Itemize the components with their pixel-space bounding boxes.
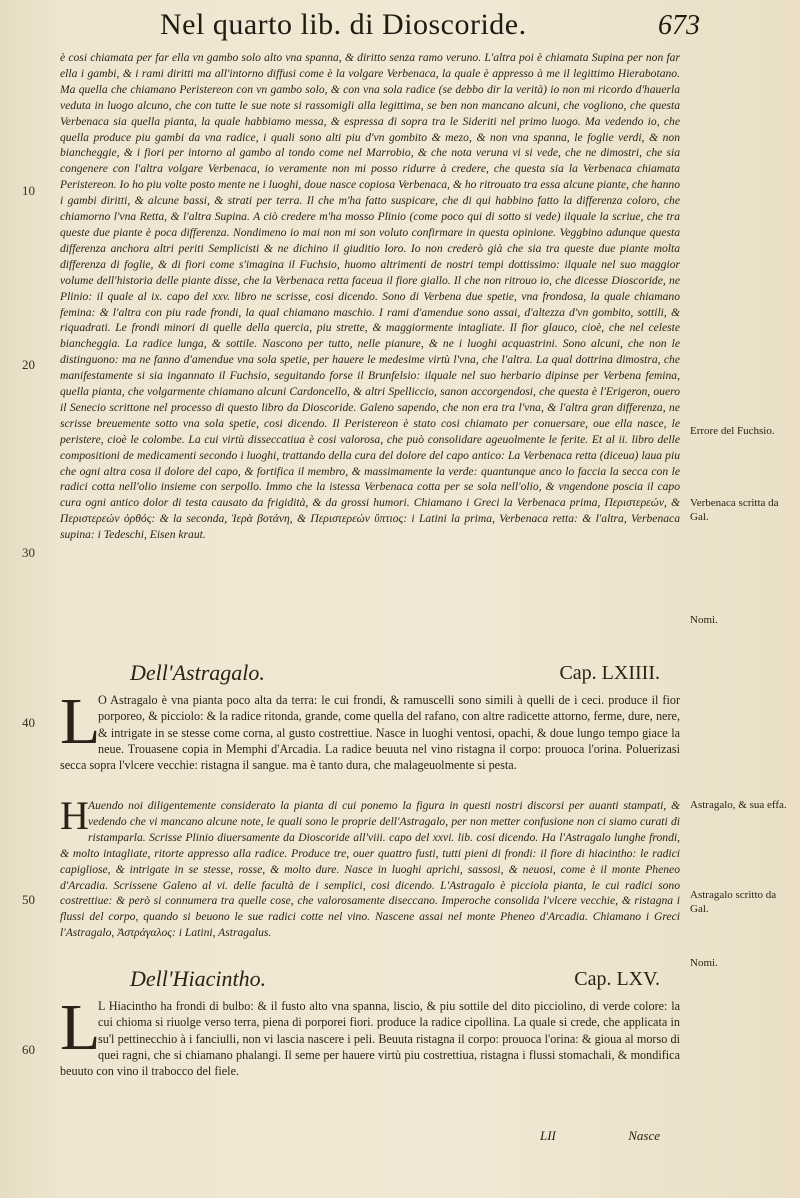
page-number: 673 [658,10,700,41]
hiacintho-body: L Hiacintho ha frondi di bulbo: & il fusto alto vna spanna, liscio, & piu sottile del dito picciolino, di verde colore: la cui chioma si riuolge verso terra, piena di porporei fiori. produce la radice cipollina. La quale si crede, che applicata in su'l pettinecchio à i fanciulli, non vi lascia nascere i peli. Beuuta ristagna il corpo: prouoca l'orina: & gioua al morso di quei ragni, che si chiamano phalangi. Il seme per hauere virtù piu costrettiua, ristagna i flussi stomachali, & mondifica beuuto con vino il trabocco del fiele. [60,999,680,1079]
chapter-number: Cap. LXIIII. [559,662,660,684]
astragalo-text [60,692,680,792]
chapter-title: Dell'Astragalo. [130,660,265,685]
line-number: 20 [22,357,35,372]
astragalo-body: O Astragalo è vna pianta poco alta da terra: le cui frondi, & ramuscelli sono simili à quelli de i ceci. produce il fior porporeo, & picciolo: & la radice ritonda, grande, come quella del rafano, con altre radicette attorno, ferme, dure, nere, & intrigate in se stesse come corna, al gusto costrettiue. Nasce in luoghi ventosi, opachi, & doue lungo tempo giace la neue. Trouasene copia in Memphi d'Arcadia. La radice beuuta nel vino ristagna il corpo: prouoca l'orina. Poluerizasi secca sopra l'vlcere vecchie: ristagna il sangue. ma è tanto dura, che malageuolmente si pesta. [60,693,680,773]
drop-cap: L [60,998,101,1064]
margin-note-names: Nomi. [690,957,718,969]
drop-cap: L [60,692,101,758]
commentary-paragraph: è cosi chiamata per far ella vn gambo solo alto vna spanna, & diritto senza ramo veruno. L'altra poi è chiamata Supina per non far ella i gambi, & i rami diritti ma all'intorno diffusi come è la volgare Verbenaca, la quale è appresso à me il legittimo Hierabotano. Ma quella che chiamano Peristereon con vn gambo solo, & con vna sola radice (se debbo dir la verità) io non mi ricordo d'hauerla veduta in luogo alcuno, che con tutte le sue note si rassomigli alla legittima, se ben non mancano alcuni, che vogliono, che questa Verbenaca sia quella pianta, la quale habbiamo messa, & espressa di sopra tra le Sideriti nel primo luogo. Ma vedendo io, che quella produce piu gambi da vna radice, i quali sono alti piu d'vn gombito & mezo, & non vna spanna, le foglie verdi, & non biancheggie, & i fiori per intorno al gambo al tondo come nel Marrobio, & che nota veruna vi si vede, che ne dimostri, che sia congenere con l'altra volgare Verbenaca, io veramente non mi posso ridurre à credere, che questa sia la Verbenaca chiamata Peristereon. Io ho piu volte posto mente ne i luoghi, doue nasce copiosa Verbenaca, & ho ritrouato tra essa alcune piante, che hanno i gambi diritti, & alcune bassi, & strati per terra. Il che m'ha fatto suspicare, che di qui habbino fatto la differenza coloro, che chiamorno l'vna Retta, & l'altra Supina. A ciò credere m'ha mosso Plinio (come poco qui di sotto si vede) ilquale la scriue, che tra queste due piante è poca differenza. Nondimeno io mai non mi son voluto confirmare in questa opinione. Veggbino adunque questa differenza anchora altri periti Semplicisti & ne dichino il giuditio loro. Io non crederò già che sia tra queste due piante molta differenza di foglie, & di fiori come s'imagina il Fuchsio, huomo altrimenti de nostri tempi dottissimo: ilquale nel suo maggior volume dell'historia delle piante disse, che la Verbenaca retta faceua il fiore giallo. Il che non ritrouo io, che dicesse Dioscoride, ne Plinio: il quale al ix. capo del xxv. libro ne scrisse, cosi dicendo. Sono di Verbena due spetie, vna frondosa, la quale chiamano femina: & l'altra con piu rade frondi, la qual chiamano maschio. I rami d'amendue sono assai, d'altezza d'vn gombito, sottili, & riquadrati. Le frondi minori di quelle della quercia, piu strette, & maggiormente intagliate. Il fior glauco, cioè, che nel celeste biancheggia. La radice lunga, & sottile. Nascono per tutto, nelle pianure, & ne i luoghi acquastrini. Sono alcuni, che non le distinguono: ma ne fanno d'amendue vna sola spetie, per hauere le medesime virtù l'vna, che l'altra. La qual dottrina dimostra, che manifestamente si sia ingannato il Fuchsio, seguitando forse il Brunfelsio: ilquale nel suo herbario dipinse per Verbena femina, quella pianta, che volgarmente chiamano alcuni Cardoncello, & altri Spelliccio, sanon accorgendosi, che questa è l'Erigeron, ouero il Senecio scrittone nel processo di questo libro da Dioscoride. Galeno sapendo, che non era tra l'vna, & l'altra gran differenza, ne scrisse breuemente sotto vna sola spetie, cosi dicendo. Il Peristereon è stato cosi chiamato per conuersare, oue ella nasce, le peristere, cioè le colombe. La cui virtù disseccatiua è cosi valorosa, che può consolidare ageuolmente le ferite. Et al ii. libro delle compositioni de medicamenti secondo i luoghi, trattando della cura del dolore del capo antico: La Verbenaca retta (diceua) laua piu che ogni altra cosa il dolore del capo, & fortifica il membro, & massimamente la verde: quantunque anco lo faccia la secca con le radici cotta nell'olio insieme con serpollo. Immo che la istessa Verbenaca cotta per se sola nell'olio, & vngendone poscia il capo cura ogni antico dolor di testa causato da frigidità, & da grossi humori. Chiamano i Greci la Verbenaca prima, Περιστερεών, & Περιστερεών ὀρθός: & la seconda, Ἱερὰ βοτάνη, & Περιστερεών ὕπτιος: i Latini la prima, Verbenaca retta: & l'altra, Verbenaca supina: i Tedeschi, Eisen kraut. [60,51,680,542]
chapter-heading-astragalo [130,660,660,690]
drop-cap: H [60,798,89,838]
hiacintho-text [60,998,680,1118]
chapter-number: Cap. LXV. [574,968,660,990]
page-header [160,8,700,48]
astragalo-commentary-body: Auendo noi diligentemente considerato la pianta di cui ponemo la figura in questi nostri discorsi per auanti stampati, & vedendo che vi mancano alcune note, le quali sono le proprie dell'Astragalo, per non metter confusione non ci siamo curati di ristamparla. Scrisse Plinio diuersamente da Dioscoride all'viii. capo del xxvi. lib. cosi dicendo. Ha l'Astragalo lunghe frondi, & molto intagliate, ritorte appresso alla radice. Produce tre, ouer quattro fusti, tutti pieni di frondi: il fiore di hiacintho: le radici capigliose, & intrigate in se stesse, rosse, & molto dure. Nasce in luoghi aprichi, sassosi, & neuosi, come è il monte Pheneo d'Arcadia. Scrissene Galeno al vi. delle facultà de i semplici, cosi dicendo. L'Astragalo è picciola pianta, le cui radici sono costrettiue: & però si connumera tra quelle cose, che valorosamente diseccano. Imperoche consolida l'vlcere vecchie, & ristagna i flussi del corpo, quando si beuono le sue radici cotte nel vino. Nascene assai nel monte Pheneo d'Arcadia. Chiamano i Greci l'Astragalo, Ἀστράγαλος: i Latini, Astragalus. [60,799,680,940]
chapter-title: Dell'Hiacintho. [130,966,267,991]
margin-note-error: Errore del Fuchsio. [690,425,775,437]
margin-note-galeno: Astragalo scritto da Gal. [690,889,777,915]
page-footer [530,1128,660,1148]
line-number: 10 [22,183,35,198]
line-number: 40 [22,715,35,730]
chapter-heading-hiacintho [130,966,660,996]
astragalo-commentary [60,798,680,966]
margin-note-names: Nomi. [690,614,718,626]
margin-note-astragalo: Astragalo, & sua effa. [690,799,787,811]
margin-note-verbena: Verbenaca scritta da Gal. [690,497,779,523]
line-number: 60 [22,1042,35,1057]
line-number: 50 [22,892,35,907]
line-number: 30 [22,545,35,560]
signature-mark: LII [540,1128,556,1143]
catchword: Nasce [628,1128,660,1143]
running-title: Nel quarto lib. di Dioscoride. [160,8,527,41]
